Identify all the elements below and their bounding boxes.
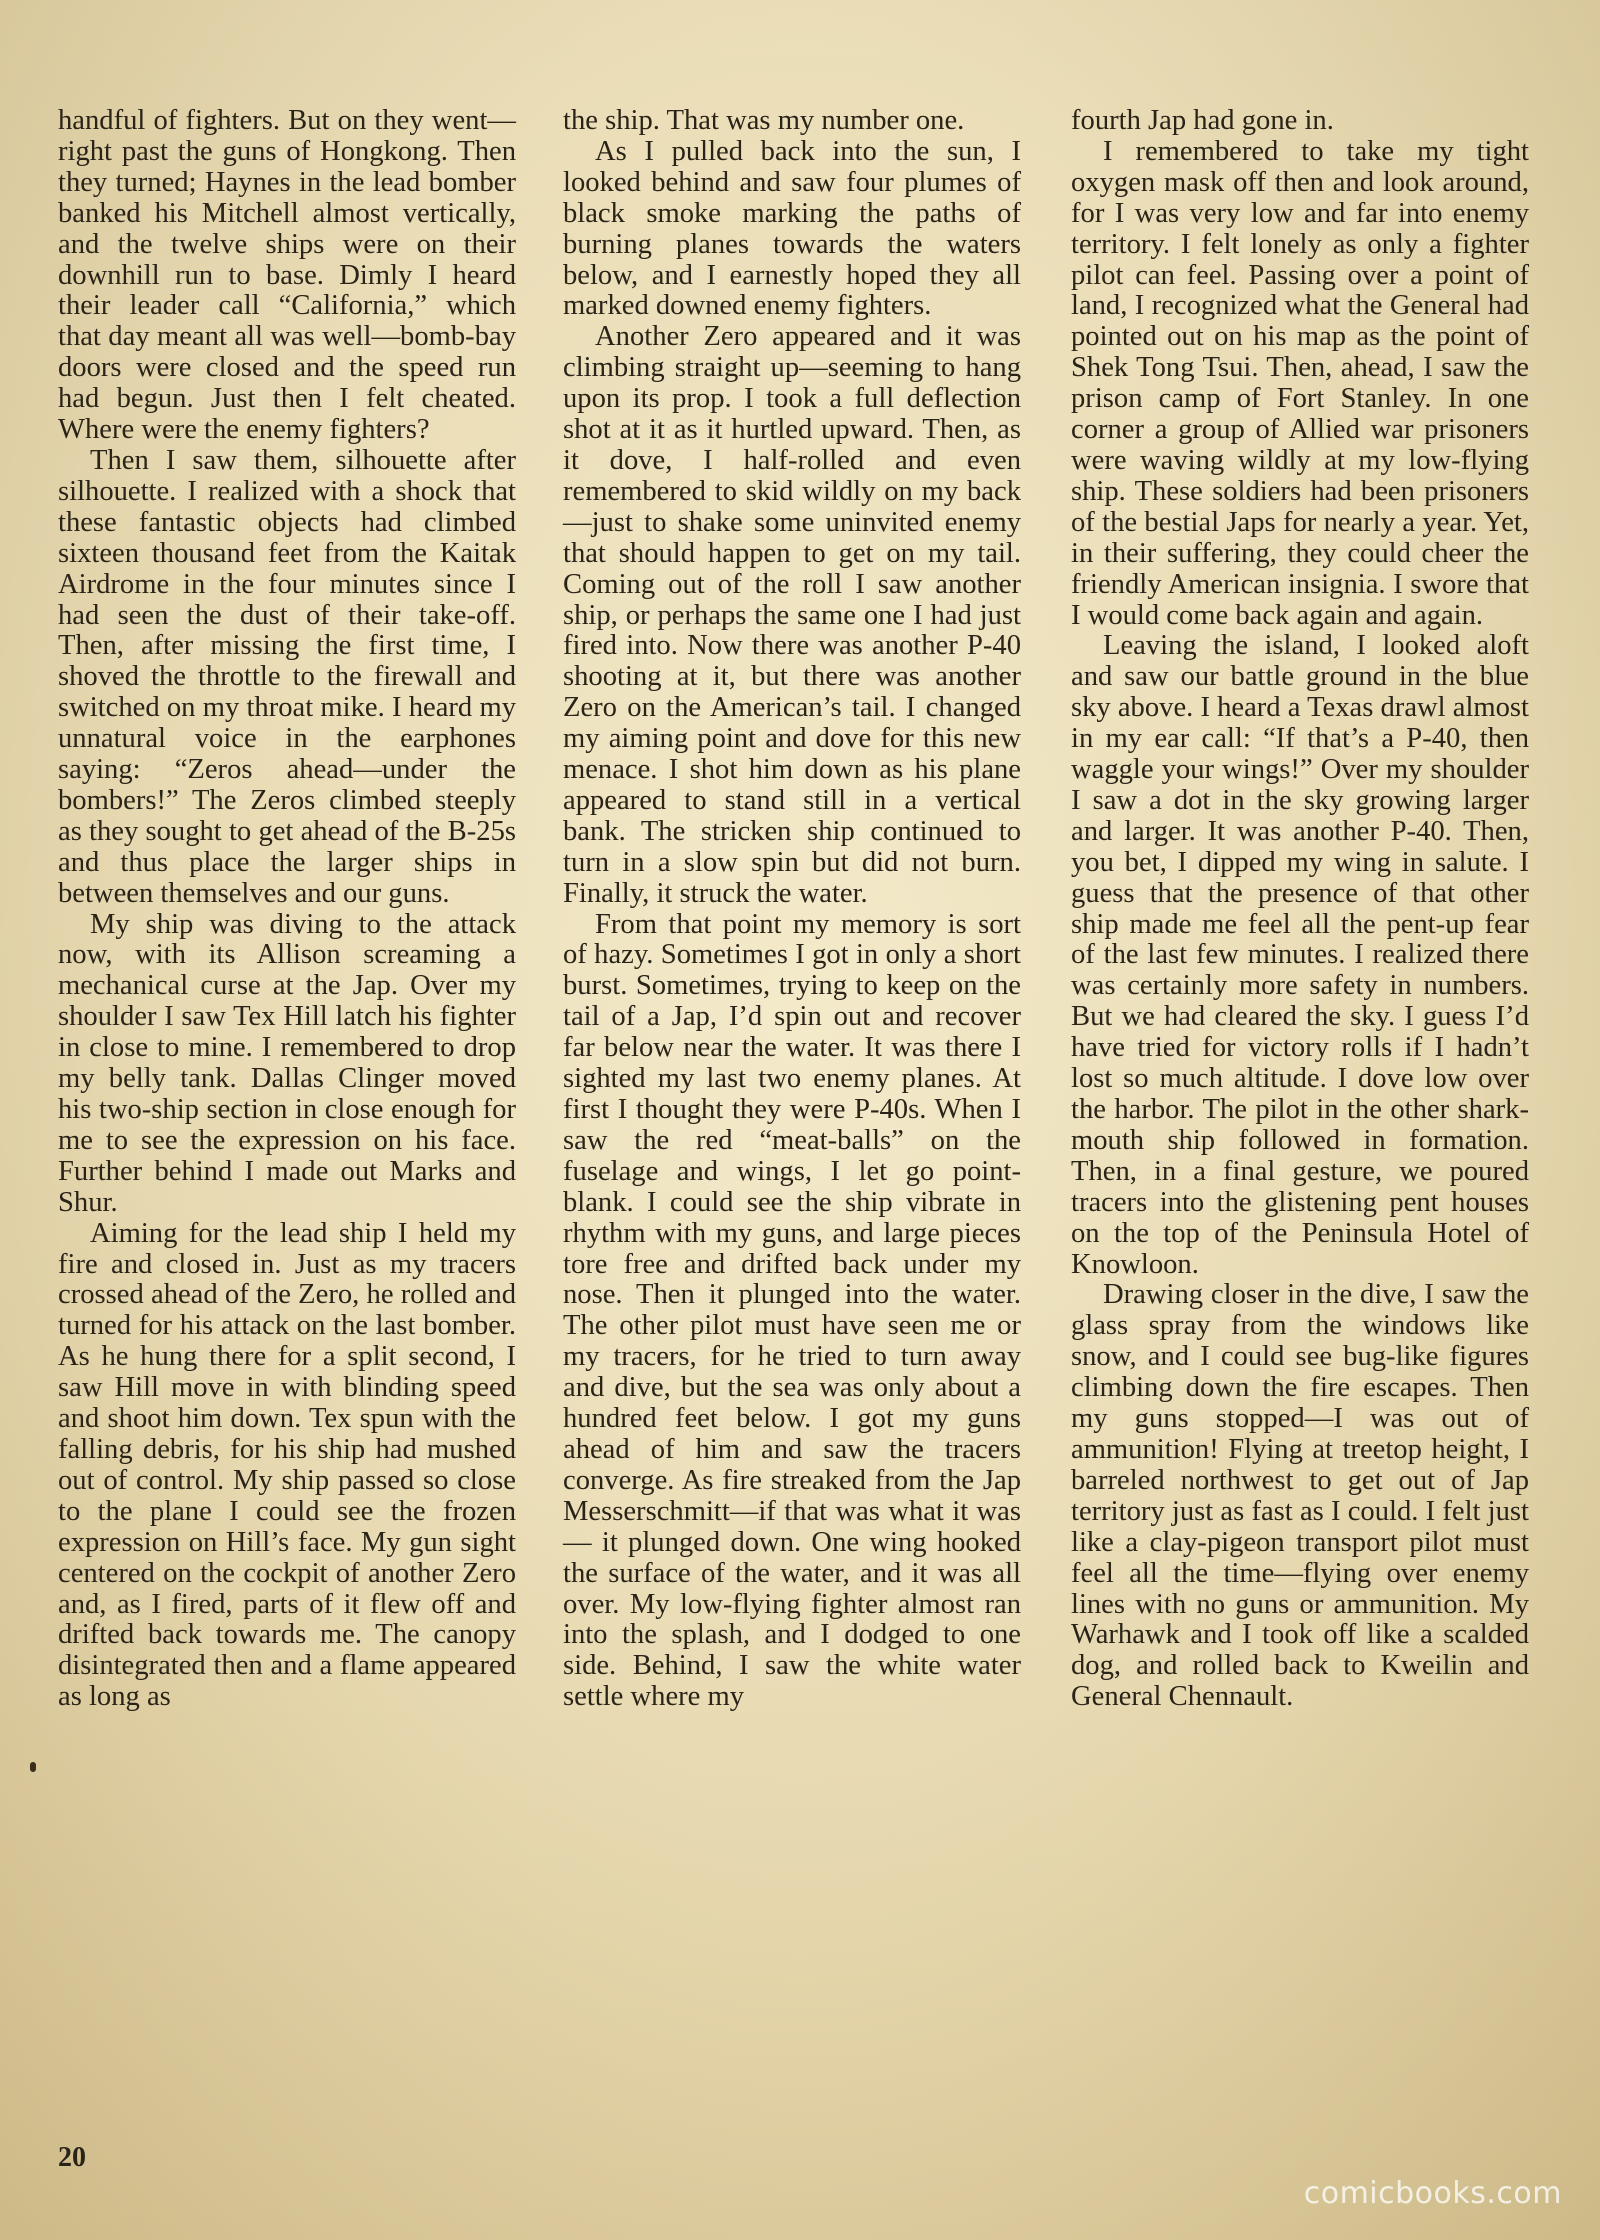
paragraph: My ship was diving to the attack now, with its Allison screaming a mechanical curse at the Jap. Over my shoulder I saw Tex Hill latch his fighter in close to mine. I remembered to drop my belly tank. Dallas Clinger moved his two-ship section in close enough for me to see the expression on his face. Further behind I made out Marks and Shur.: [58, 908, 516, 1218]
paragraph: fourth Jap had gone in.: [1071, 105, 1334, 136]
text-column-1: [58, 106, 516, 1713]
paragraph: Aiming for the lead ship I held my fire and closed in. Just as my tracers crossed ahead of the Zero, he rolled and turned for his attack on the last bomber. As he hung there for a split second, I saw Hill move in with blinding speed and shoot him down. Tex spun with the falling debris, for his ship had mushed out of control. My ship passed so close to the plane I could see the frozen expression on Hill’s face. My gun sight centered on the cockpit of another Zero and, as I fired, parts of it flew off and drifted back towards me. The canopy disintegrated then and a flame appeared as long as: [58, 1217, 516, 1713]
paragraph: the ship. That was my number one.: [563, 105, 965, 136]
ink-spot: [30, 1762, 36, 1772]
page-number: 20: [58, 2142, 86, 2173]
text-column-3: [1071, 106, 1529, 1713]
watermark-text: comicbooks.com: [1303, 2176, 1562, 2211]
paragraph: Leaving the island, I looked aloft and saw our battle ground in the blue sky above. I heard a Texas drawl almost in my ear call: “If that’s a P-40, then waggle your wings!” Over my shoulder I saw a dot in the sky growing larger and larger. It was another P-40. Then, you bet, I dipped my wing in salute. I guess that the presence of that other ship made me feel all the pent-up fear of the last few minutes. I realized there was certainly more safety in numbers. But we had cleared the sky. I guess I’d have tried for victory rolls if I hadn’t lost so much altitude. I dove low over the harbor. The pilot in the other shark-mouth ship followed in formation. Then, in a final gesture, we poured tracers into the glistening pent houses on the top of the Peninsula Hotel of Knowloon.: [1071, 630, 1530, 1280]
paragraph: handful of fighters. But on they went—right past the guns of Hongkong. Then they turned; Haynes in the lead bomber banked his Mitchell almost vertically, and the twelve ships were on their downhill run to base. Dimly I heard their leader call “California,” which that day meant all was well—bomb-bay doors were closed and the speed run had begun. Just then I felt cheated. Where were the enemy fighters?: [58, 105, 516, 446]
paragraph: As I pulled back into the sun, I looked behind and saw four plumes of black smoke marking the paths of burning planes towards the waters below, and I earnestly hoped they all marked downed enemy fighters.: [563, 135, 1021, 322]
text-column-2: [563, 106, 1021, 1713]
paragraph: From that point my memory is sort of hazy. Sometimes I got in only a short burst. Sometimes, trying to keep on the tail of a Jap, I’d spin out and recover far below near the water. It was there I sighted my last two enemy planes. At first I thought they were P-40s. When I saw the red “meat-balls” on the fuselage and wings, I let go point-blank. I could see the ship vibrate in rhythm with my guns, and large pieces tore free and drifted back under my nose. Then it plunged into the water. The other pilot must have seen me or my tracers, for he tried to turn away and dive, but the sea was only about a hundred feet below. I got my guns ahead of him and saw the tracers converge. As fire streaked from the Jap Messerschmitt—if that was what it was — it plunged down. One wing hooked the surface of the water, and it was all over. My low-flying fighter almost ran into the splash, and I dodged to one side. Behind, I saw the white water settle where my: [563, 908, 1021, 1713]
paragraph: Another Zero appeared and it was climbing straight up—seeming to hang upon its prop. I took a full deflection shot at it as it hurtled upward. Then, as it dove, I half-rolled and even remembered to skid wildly on my back—just to shake some uninvited enemy that should happen to get on my tail. Coming out of the roll I saw another ship, or perhaps the same one I had just fired into. Now there was another P-40 shooting at it, but there was another Zero on the American’s tail. I changed my aiming point and dove for this new menace. I shot him down as his plane appeared to stand still in a vertical bank. The stricken ship continued to turn in a slow spin but did not burn. Finally, it struck the water.: [563, 321, 1021, 909]
paragraph: Then I saw them, silhouette after silhouette. I realized with a shock that these fantastic objects had climbed sixteen thousand feet from the Kaitak Airdrome in the four minutes since I had seen the dust of their take-off. Then, after missing the first time, I shoved the throttle to the firewall and switched on my throat mike. I heard my unnatural voice in the earphones saying: “Zeros ahead—under the bombers!” The Zeros climbed steeply as they sought to get ahead of the B-25s and thus place the larger ships in between themselves and our guns.: [58, 444, 516, 909]
paragraph: I remembered to take my tight oxygen mask off then and look around, for I was very low and far into enemy territory. I felt lonely as only a fighter pilot can feel. Passing over a point of land, I recognized what the General had pointed out on his map as the point of Shek Tong Tsui. Then, ahead, I saw the prison camp of Fort Stanley. In one corner a group of Allied war prisoners were waving wildly at my low-flying ship. These soldiers had been prisoners of the bestial Japs for nearly a year. Yet, in their suffering, they could cheer the friendly American insignia. I swore that I would come back again and again.: [1071, 135, 1529, 631]
paragraph: Drawing closer in the dive, I saw the glass spray from the windows like snow, and I could see bug-like figures climbing down the fire escapes. Then my guns stopped—I was out of ammunition! Flying at treetop height, I barreled northwest to get out of Jap territory just as fast as I could. I felt just like a clay-pigeon transport pilot must feel all the time—flying over enemy lines with no guns or ammunition. My Warhawk and I took off like a scalded dog, and rolled back to Kweilin and General Chennault.: [1071, 1279, 1529, 1713]
